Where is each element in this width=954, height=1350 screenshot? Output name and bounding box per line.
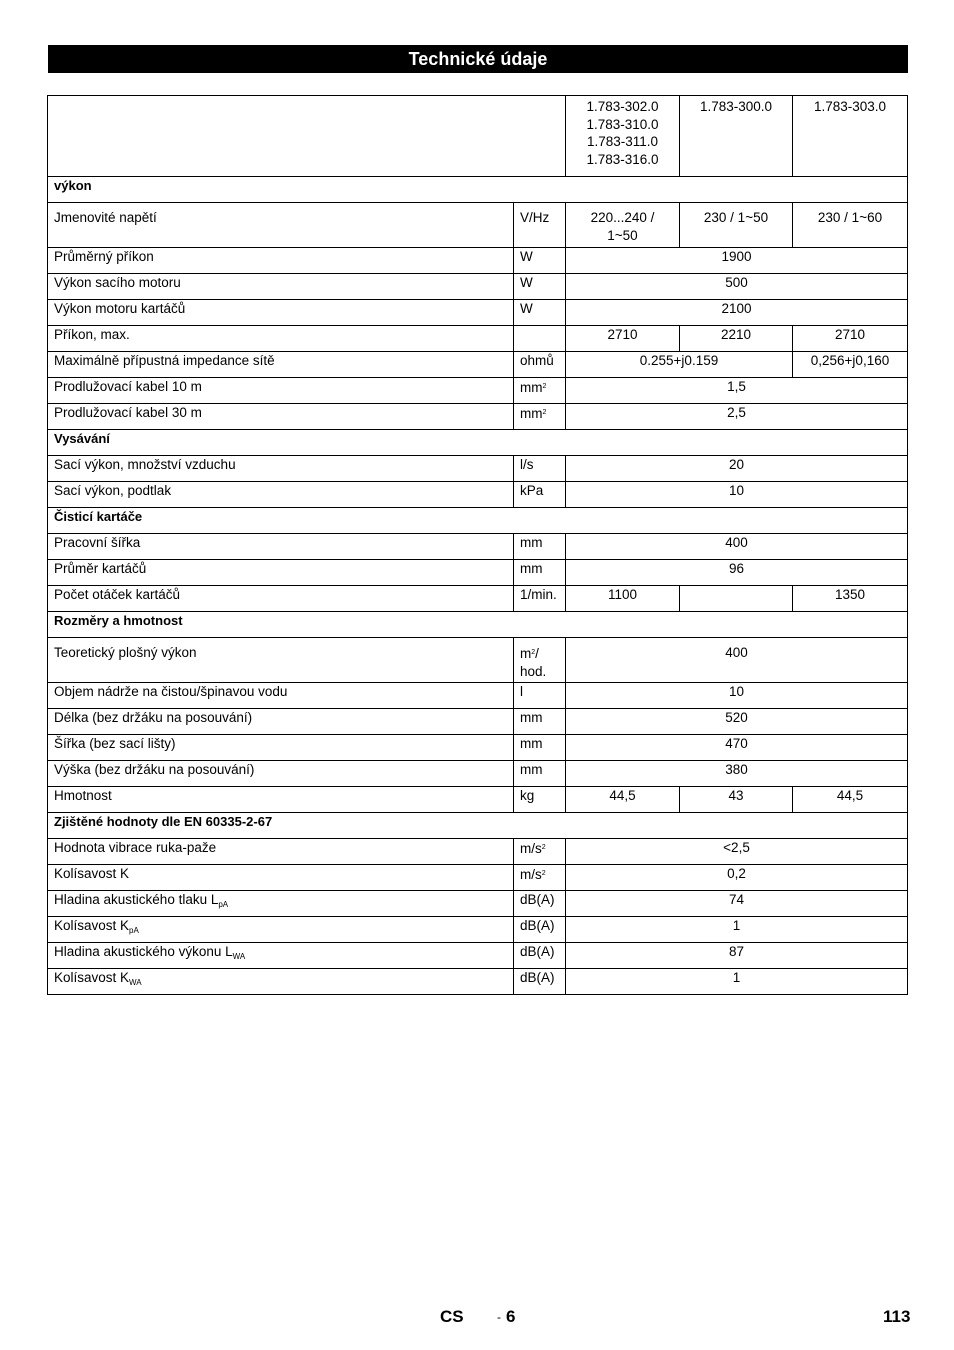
row-unit: mm — [514, 735, 566, 761]
label-sub: pA — [218, 900, 229, 909]
label-text: Kolísavost K — [54, 918, 130, 933]
row-unit: dB(A) — [514, 917, 566, 943]
row-label: Šířka (bez sací lišty) — [48, 735, 514, 761]
row-unit: mm — [514, 534, 566, 560]
section-title: Čisticí kartáče — [48, 508, 908, 534]
unit-sup: 2 — [531, 649, 536, 656]
row-unit — [514, 638, 566, 683]
table-row — [48, 865, 908, 891]
row-value: 2100 — [566, 300, 908, 326]
table-row — [48, 378, 908, 404]
table-row — [48, 683, 908, 709]
label-text: Kolísavost K — [54, 970, 130, 985]
unit-text: mm — [520, 380, 543, 395]
section-title: výkon — [48, 177, 908, 203]
section-row — [48, 612, 908, 638]
row-value: 87 — [566, 943, 908, 969]
row-value — [566, 203, 680, 248]
row-label: Výkon sacího motoru — [48, 274, 514, 300]
row-label: Maximálně přípustná impedance sítě — [48, 352, 514, 378]
table-row — [48, 709, 908, 735]
row-label — [48, 969, 514, 995]
row-unit: ohmů — [514, 352, 566, 378]
model-col1-line: 1.783-302.0 — [586, 99, 659, 114]
row-value: 230 / 1~50 — [680, 203, 793, 248]
table-row — [48, 534, 908, 560]
row-unit — [514, 839, 566, 865]
row-unit: mm — [514, 761, 566, 787]
row-unit: W — [514, 300, 566, 326]
row-label: Sací výkon, podtlak — [48, 482, 514, 508]
row-label: Pracovní šířka — [48, 534, 514, 560]
row-label: Objem nádrže na čistou/špinavou vodu — [48, 683, 514, 709]
section-title: Rozměry a hmotnost — [48, 612, 908, 638]
row-label: Příkon, max. — [48, 326, 514, 352]
table-row — [48, 839, 908, 865]
row-value: 470 — [566, 735, 908, 761]
table-row — [48, 761, 908, 787]
row-value: 1 — [566, 969, 908, 995]
page-title: Technické údaje — [48, 45, 908, 73]
row-value: 2,5 — [566, 404, 908, 430]
table-row — [48, 352, 908, 378]
model-col1-line: 1.783-316.0 — [586, 151, 659, 167]
footer-section-number: 6 — [506, 1307, 516, 1326]
label-sub: WA — [129, 978, 142, 987]
label-sub: WA — [232, 952, 246, 961]
row-value: 0,256+j0,160 — [793, 352, 908, 378]
table-row — [48, 404, 908, 430]
table-row — [48, 787, 908, 813]
row-unit: dB(A) — [514, 891, 566, 917]
row-value: 1350 — [793, 586, 908, 612]
row-value: 1900 — [566, 248, 908, 274]
row-value: 1 — [566, 917, 908, 943]
table-row — [48, 969, 908, 995]
row-label — [48, 943, 514, 969]
label-text: Hladina akustického výkonu L — [54, 944, 233, 959]
table-row — [48, 274, 908, 300]
row-unit: kPa — [514, 482, 566, 508]
row-value: 400 — [566, 534, 908, 560]
table-row — [48, 586, 908, 612]
row-value: 0.255+j0.159 — [566, 352, 793, 378]
unit-text: m/s — [520, 841, 542, 856]
row-unit: W — [514, 274, 566, 300]
table-row — [48, 735, 908, 761]
row-unit: dB(A) — [514, 969, 566, 995]
row-label: Sací výkon, množství vzduchu — [48, 456, 514, 482]
row-unit: mm — [514, 709, 566, 735]
row-unit — [514, 404, 566, 430]
table-row — [48, 203, 908, 248]
row-unit: l — [514, 683, 566, 709]
model-col3: 1.783-303.0 — [793, 96, 908, 177]
unit-text: m — [520, 646, 532, 661]
row-unit: l/s — [514, 456, 566, 482]
row-value: 400 — [566, 638, 908, 683]
table-row — [48, 300, 908, 326]
row-value: 74 — [566, 891, 908, 917]
row-value: 230 / 1~60 — [793, 203, 908, 248]
section-row — [48, 508, 908, 534]
section-row — [48, 813, 908, 839]
table-row — [48, 482, 908, 508]
table-row — [48, 248, 908, 274]
row-label: Průměrný příkon — [48, 248, 514, 274]
value-line: 220...240 / — [590, 210, 655, 225]
section-title: Zjištěné hodnoty dle EN 60335-2-67 — [48, 813, 908, 839]
unit-sup: 2 — [542, 409, 547, 416]
row-label: Hodnota vibrace ruka-paže — [48, 839, 514, 865]
table-row — [48, 943, 908, 969]
row-label: Výška (bez držáku na posouvání) — [48, 761, 514, 787]
row-unit: W — [514, 248, 566, 274]
unit-sup: 2 — [542, 383, 547, 390]
row-value: 2210 — [680, 326, 793, 352]
row-unit: dB(A) — [514, 943, 566, 969]
row-label: Kolísavost K — [48, 865, 514, 891]
row-value: 1,5 — [566, 378, 908, 404]
row-label: Hmotnost — [48, 787, 514, 813]
row-value: 44,5 — [566, 787, 680, 813]
unit-text: hod. — [520, 663, 547, 679]
row-unit — [514, 865, 566, 891]
unit-sup: 2 — [541, 844, 546, 851]
row-unit — [514, 378, 566, 404]
model-col2: 1.783-300.0 — [680, 96, 793, 177]
header-empty-cell — [48, 96, 566, 177]
section-row — [48, 430, 908, 456]
row-value: 520 — [566, 709, 908, 735]
row-value: 500 — [566, 274, 908, 300]
row-label — [48, 891, 514, 917]
row-value: 2710 — [793, 326, 908, 352]
row-label: Výkon motoru kartáčů — [48, 300, 514, 326]
model-col1-line: 1.783-311.0 — [586, 134, 659, 149]
row-unit: 1/min. — [514, 586, 566, 612]
row-label: Prodlužovací kabel 10 m — [48, 378, 514, 404]
unit-text: mm — [520, 406, 543, 421]
row-label: Teoretický plošný výkon — [48, 638, 514, 683]
row-value: 380 — [566, 761, 908, 787]
row-value: 2710 — [566, 326, 680, 352]
unit-text: / — [535, 646, 539, 661]
footer-page-number: 113 — [883, 1307, 911, 1326]
section-title: Vysávání — [48, 430, 908, 456]
table-row — [48, 326, 908, 352]
specs-table — [47, 95, 908, 995]
model-header-row — [48, 96, 908, 177]
table-row — [48, 891, 908, 917]
row-value: 0,2 — [566, 865, 908, 891]
footer-language: CS — [440, 1307, 464, 1326]
unit-text: m/s — [520, 867, 542, 882]
row-value: 96 — [566, 560, 908, 586]
row-label: Průměr kartáčů — [48, 560, 514, 586]
row-value: 10 — [566, 482, 908, 508]
row-value — [680, 586, 793, 612]
unit-sup: 2 — [541, 870, 546, 877]
label-sub: pA — [129, 926, 139, 935]
row-label: Jmenovité napětí — [48, 203, 514, 248]
section-row — [48, 177, 908, 203]
row-value: 1100 — [566, 586, 680, 612]
footer-dash: - — [497, 1310, 501, 1324]
row-label: Prodlužovací kabel 30 m — [48, 404, 514, 430]
value-line: 1~50 — [607, 227, 638, 243]
table-row — [48, 917, 908, 943]
row-value: 10 — [566, 683, 908, 709]
label-text: Hladina akustického tlaku L — [54, 892, 219, 907]
row-value: 20 — [566, 456, 908, 482]
row-unit: V/Hz — [514, 203, 566, 248]
row-unit — [514, 326, 566, 352]
row-value: 44,5 — [793, 787, 908, 813]
row-label: Počet otáček kartáčů — [48, 586, 514, 612]
row-value: 43 — [680, 787, 793, 813]
table-row — [48, 456, 908, 482]
table-row — [48, 638, 908, 683]
row-unit: kg — [514, 787, 566, 813]
table-row — [48, 560, 908, 586]
model-col1-line: 1.783-310.0 — [586, 116, 659, 132]
row-unit: mm — [514, 560, 566, 586]
row-label — [48, 917, 514, 943]
row-label: Délka (bez držáku na posouvání) — [48, 709, 514, 735]
row-value: <2,5 — [566, 839, 908, 865]
model-col1 — [566, 96, 680, 177]
